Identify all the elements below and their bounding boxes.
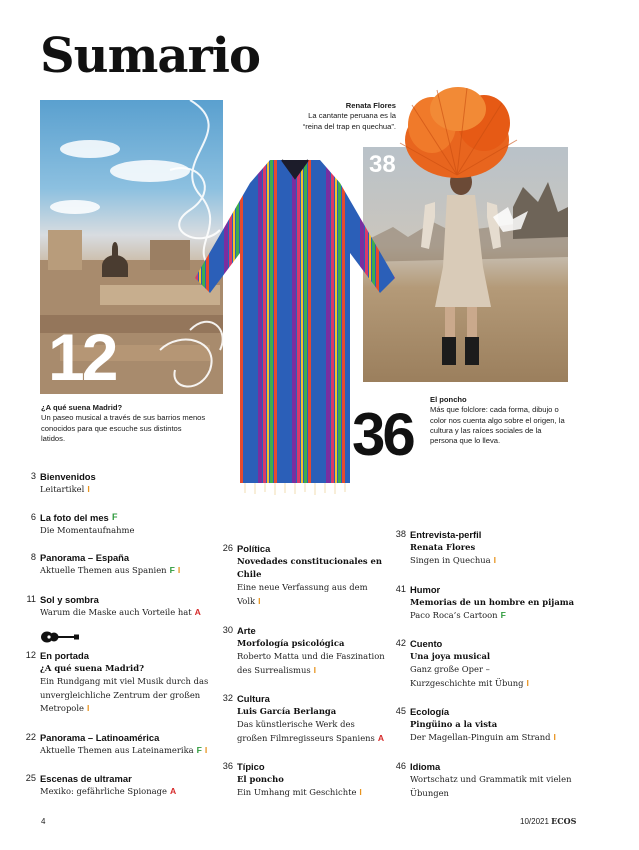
toc-section: Típico: [237, 761, 265, 772]
toc-page-number: 22: [25, 732, 36, 742]
renata-caption-text: La cantante peruana es la “reina del trap en quechua”.: [302, 111, 396, 131]
madrid-caption-text: Un paseo musical a través de sus barrios menos conocidos para que escuche sus distintos latidos.: [41, 413, 206, 443]
toc-section: Escenas de ultramar: [40, 773, 132, 784]
toc-desc: Eine neue Verfassung aus dem Volk: [237, 582, 368, 606]
toc-desc: Leitartikel: [40, 484, 85, 494]
page-title: Sumario: [40, 28, 260, 84]
madrid-caption-title: ¿A qué suena Madrid?: [41, 403, 123, 412]
feather-headdress-illustration: [392, 85, 522, 185]
poncho-caption: [430, 395, 570, 446]
level-badge: I: [313, 664, 317, 675]
footer-brand: ECOS: [551, 816, 577, 826]
toc-section: Arte: [237, 625, 256, 636]
level-badge: A: [377, 732, 385, 743]
poncho-caption-text: Más que folclore: cada forma, dibujo o color nos cuenta algo sobre el origen, la cultura y las raíces sociales de la persona que lo lleva.: [430, 405, 565, 445]
poncho-caption-title: El poncho: [430, 395, 467, 404]
toc-desc: Die Momentaufnahme: [40, 525, 135, 535]
toc-page-number: 32: [222, 693, 233, 703]
toc-desc: Ganz große Oper – Kurzgeschichte mit Übung: [410, 664, 524, 688]
toc-page-number: 6: [30, 512, 36, 522]
toc-subtitle: El poncho: [237, 774, 284, 784]
toc-desc: Mexiko: gefährliche Spionage: [40, 786, 167, 796]
toc-desc: Wortschatz und Grammatik mit vielen Übungen: [410, 774, 572, 798]
guitar-icon: [40, 630, 80, 644]
toc-section: En portada: [40, 650, 89, 661]
level-badge: I: [86, 703, 90, 713]
toc-page-number: 26: [222, 543, 233, 553]
renata-caption-title: Renata Flores: [345, 101, 396, 110]
toc-desc: Das künstlerische Werk des großen Filmregisseurs Spaniens: [237, 719, 375, 743]
level-badge: I: [258, 595, 261, 606]
toc-section: Idioma: [410, 761, 441, 772]
toc-desc: Singen in Quechua: [410, 555, 491, 565]
toc-page-number: 8: [30, 552, 36, 562]
toc-section: Entrevista-perfil: [410, 529, 482, 540]
level-badge: A: [169, 786, 177, 796]
toc-page-number: 30: [222, 625, 233, 635]
toc-section: Ecología: [410, 706, 450, 717]
level-badge: I: [553, 732, 556, 742]
toc-page-number: 36: [222, 761, 233, 771]
level-badge: I: [493, 555, 496, 565]
toc-desc: Aktuelle Themen aus Lateinamerika: [40, 745, 194, 755]
toc-section: Cuento: [410, 638, 443, 649]
madrid-caption: [41, 403, 206, 444]
toc-subtitle: Renata Flores: [410, 542, 476, 552]
toc-section: Humor: [410, 584, 441, 595]
footer-issue: [520, 816, 576, 826]
toc-page-number: 38: [395, 529, 406, 539]
toc-subtitle: Memorias de un hombre en pijama: [410, 597, 575, 607]
level-badge: F: [500, 610, 506, 620]
level-badge: A: [194, 607, 201, 617]
toc-page-number: 42: [395, 638, 406, 648]
toc-section: Panorama – España: [40, 552, 130, 563]
toc-section: Panorama – Latinoamérica: [40, 732, 160, 743]
toc-desc: Roberto Matta und die Faszination des Surrealismus: [237, 651, 385, 675]
toc-page-number: 45: [395, 706, 406, 716]
toc-page-number: 46: [395, 761, 406, 771]
poncho-page-number: 36: [352, 401, 413, 468]
toc-subtitle: Una joya musical: [410, 651, 491, 661]
renata-page-number: 38: [369, 151, 396, 178]
toc-subtitle: Morfología psicológica: [237, 638, 345, 648]
toc-subtitle: ¿A qué suena Madrid?: [40, 663, 144, 673]
footer-issue-date: 10/2021: [520, 817, 549, 826]
toc-section: Política: [237, 543, 271, 554]
level-badge: I: [526, 677, 529, 688]
toc-desc: Paco Roca’s Cartoon: [410, 610, 498, 620]
toc-desc: Aktuelle Themen aus Spanien: [40, 565, 167, 575]
madrid-page-number: 12: [48, 320, 116, 394]
toc-subtitle: Novedades constitucionales en Chile: [237, 556, 382, 579]
toc-desc: Warum die Maske auch Vorteile hat: [40, 607, 192, 617]
toc-page-number: 41: [395, 584, 406, 594]
toc-page-number: 11: [26, 594, 36, 604]
toc-subtitle: Luis García Berlanga: [237, 706, 337, 716]
toc-section: La foto del mes: [40, 512, 109, 523]
renata-caption: [300, 101, 396, 132]
toc-page-number: 12: [25, 650, 36, 660]
toc-page-number: 3: [30, 471, 36, 481]
level-badge: I: [359, 787, 362, 797]
toc-section: Sol y sombra: [40, 594, 99, 605]
toc-section: Bienvenidos: [40, 471, 96, 482]
toc-page-number: 25: [25, 773, 36, 783]
level-badge: I: [87, 484, 90, 494]
footer-page-number: 4: [41, 817, 46, 826]
toc-desc: Der Magellan-Pinguin am Strand: [410, 732, 551, 742]
toc-desc: Ein Rundgang mit viel Musik durch das unvergleichliche Zentrum der großen Metropole: [40, 676, 209, 713]
toc-desc: Ein Umhang mit Geschichte: [237, 787, 357, 797]
level-badge: F: [112, 512, 118, 522]
toc-subtitle: Pingüino a la vista: [410, 719, 498, 729]
toc-section: Cultura: [237, 693, 270, 704]
